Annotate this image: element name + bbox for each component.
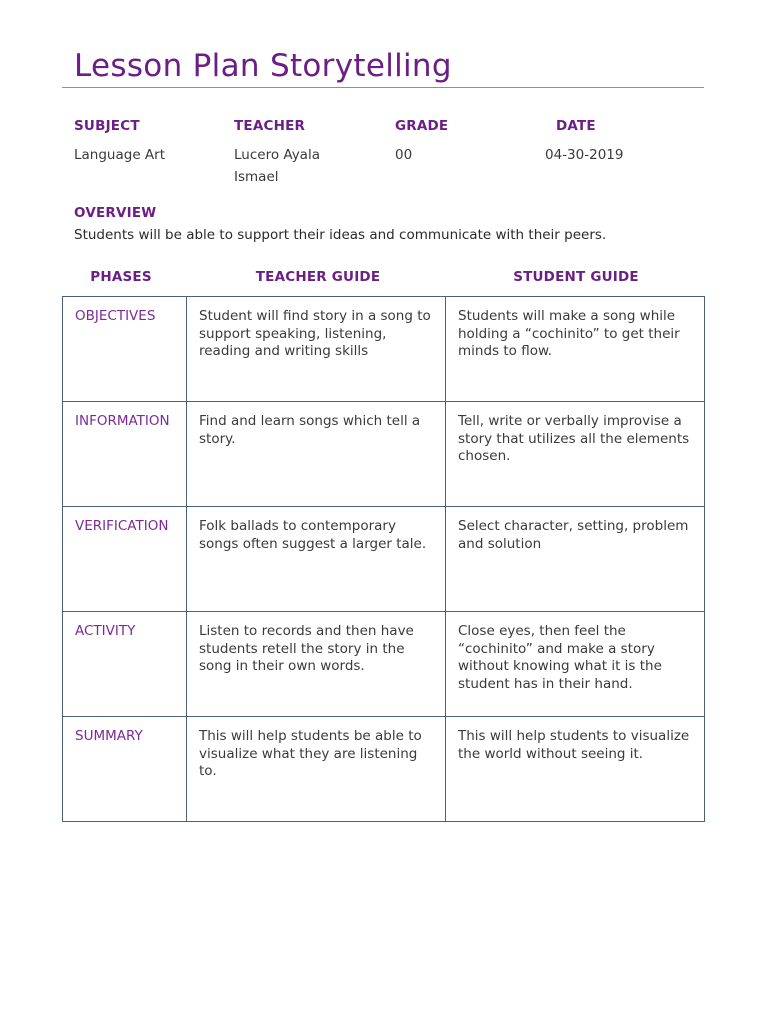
teacher-guide-cell: Find and learn songs which tell a story. <box>187 402 446 507</box>
table-row <box>63 717 705 822</box>
subject-label: SUBJECT <box>74 118 140 134</box>
overview-text: Students will be able to support their ideas and communicate with their peers. <box>74 227 607 243</box>
teacher-guide-cell: This will help students be able to visualize what they are listening to. <box>187 717 446 822</box>
teacher-value-line2: Ismael <box>234 169 279 185</box>
table-row <box>63 507 705 612</box>
student-guide-cell: Select character, setting, problem and solution <box>446 507 705 612</box>
phase-cell: ACTIVITY <box>63 612 187 717</box>
student-guide-cell: Students will make a song while holding a “cochinito” to get their minds to flow. <box>446 297 705 402</box>
date-value: 04-30-2019 <box>545 147 624 163</box>
page-title: Lesson Plan Storytelling <box>74 48 452 84</box>
phase-cell: SUMMARY <box>63 717 187 822</box>
phase-cell: INFORMATION <box>63 402 187 507</box>
phase-cell: OBJECTIVES <box>63 297 187 402</box>
date-label: DATE <box>556 118 596 134</box>
student-guide-cell: Close eyes, then feel the “cochinito” and make a story without knowing what it is the student has in their hand. <box>446 612 705 717</box>
column-header-student-guide: STUDENT GUIDE <box>513 269 639 285</box>
teacher-value <box>234 144 320 188</box>
student-guide-cell: This will help students to visualize the world without seeing it. <box>446 717 705 822</box>
lesson-plan-table <box>62 296 705 822</box>
table-row <box>63 297 705 402</box>
column-header-teacher-guide: TEACHER GUIDE <box>255 269 381 285</box>
phase-cell: VERIFICATION <box>63 507 187 612</box>
grade-label: GRADE <box>395 118 449 134</box>
grade-value: 00 <box>395 147 413 163</box>
teacher-label: TEACHER <box>234 118 306 134</box>
table-row <box>63 402 705 507</box>
teacher-guide-cell: Student will find story in a song to support speaking, listening, reading and writing skills <box>187 297 446 402</box>
table-row <box>63 612 705 717</box>
teacher-value-line1: Lucero Ayala <box>234 147 320 163</box>
title-divider <box>62 87 704 88</box>
teacher-guide-cell: Folk ballads to contemporary songs often suggest a larger tale. <box>187 507 446 612</box>
teacher-guide-cell: Listen to records and then have students retell the story in the song in their own words. <box>187 612 446 717</box>
overview-label: OVERVIEW <box>74 205 157 221</box>
column-header-phases: PHASES <box>90 269 152 285</box>
subject-value: Language Art <box>74 147 165 163</box>
student-guide-cell: Tell, write or verbally improvise a story that utilizes all the elements chosen. <box>446 402 705 507</box>
